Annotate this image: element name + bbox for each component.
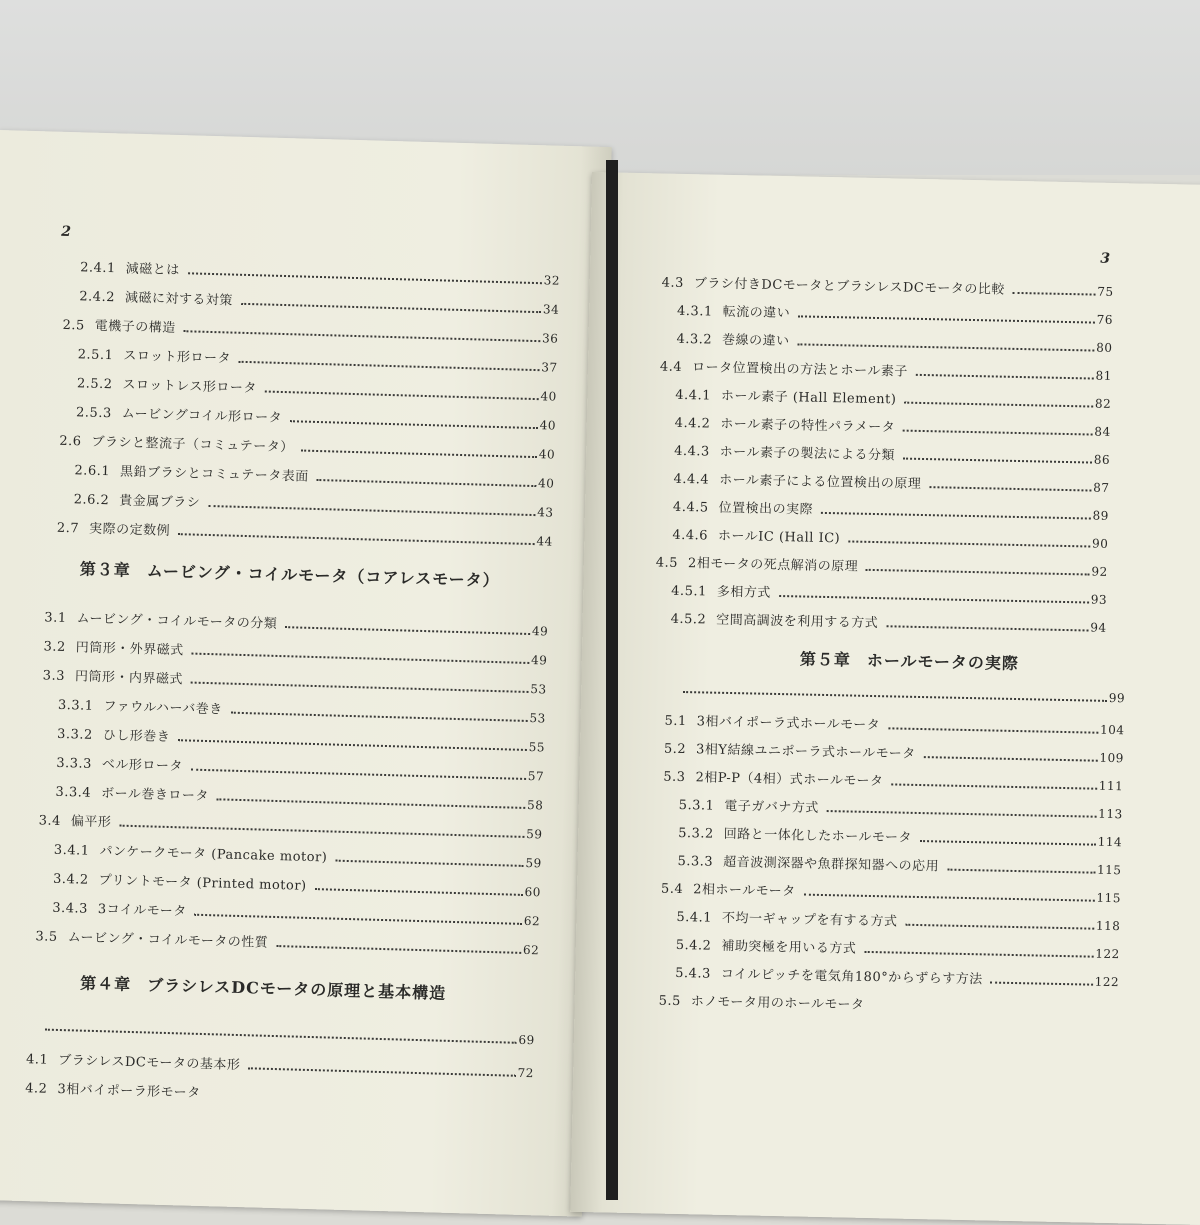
toc-entry: 4.5 2相モータの死点解消の原理 92 — [655, 555, 1108, 579]
toc-entry: 4.4.4 ホール素子による位置検出の原理 87 — [673, 471, 1110, 495]
toc-entry: 4.4 ロータ位置検出の方法とホール素子 81 — [659, 359, 1112, 383]
toc-entry: 99 — [665, 682, 1125, 706]
toc-entry: 3.3.3 ベル形ロータ 57 — [56, 755, 545, 784]
toc-entry: 5.4.1 不均一ギャップを有する方式 118 — [676, 909, 1121, 934]
toc-entry: 4.4.2 ホール素子の特性パラメータ 84 — [674, 415, 1111, 439]
chapter-heading: 第３章 ムービング・コイルモータ（コアレスモータ） — [79, 559, 500, 591]
toc-entry: 3.3 円筒形・内界磁式 53 — [42, 668, 547, 697]
page-number-right: 3 — [1100, 250, 1111, 267]
toc-entry: 4.1 ブラシレスDCモータの基本形 72 — [25, 1052, 535, 1081]
toc-entry: 4.5.2 空間高調波を利用する方式 94 — [670, 611, 1107, 635]
toc-entry: 5.3.3 超音波測深器や魚群探知器への応用 115 — [677, 853, 1122, 878]
toc-entry: 5.3.1 電子ガバナ方式 113 — [678, 797, 1123, 822]
toc-entry: 2.4.1 減磁とは 32 — [79, 260, 561, 288]
toc-entry: 3.3.4 ボール巻きロータ 58 — [55, 784, 544, 813]
toc-entry: 2.5.2 スロットレス形ロータ 40 — [76, 376, 557, 404]
toc-entry: 5.2 3相Y結線ユニポーラ式ホールモータ 109 — [663, 741, 1124, 766]
toc-entry: 5.4.3 コイルピッチを電気角180°からずらす方法 122 — [675, 965, 1120, 990]
toc-entry: 3.4.1 パンケークモータ (Pancake motor) 59 — [53, 842, 542, 871]
toc-entry: 5.4 2相ホールモータ 115 — [660, 881, 1122, 906]
toc-entry: 5.1 3相バイポーラ式ホールモータ 104 — [664, 713, 1125, 738]
toc-entry: 4.3.2 巻線の違い 80 — [676, 331, 1113, 355]
toc-entry: 4.3.1 転流の違い 76 — [676, 303, 1114, 327]
toc-entry: 5.3.2 回路と一体化したホールモータ 114 — [678, 825, 1123, 850]
toc-entry: 3.4.2 プリントモータ (Printed motor) 60 — [52, 871, 542, 900]
book-spine-gutter — [606, 160, 618, 1200]
toc-entry: 69 — [27, 1019, 535, 1047]
toc-entry: 3.4.3 3コイルモータ 62 — [52, 900, 541, 929]
left-page — [0, 130, 612, 1217]
toc-entry: 4.2 3相バイポーラ形モータ — [25, 1081, 201, 1101]
toc-entry: 4.4.5 位置検出の実際 89 — [672, 499, 1110, 523]
toc-entry: 4.4.1 ホール素子 (Hall Element) 82 — [675, 387, 1112, 411]
chapter-heading: 第５章 ホールモータの実際 — [799, 649, 1020, 674]
toc-entry: 5.5 ホノモータ用のホールモータ — [658, 993, 865, 1013]
toc-entry: 3.3.1 ファウルハーバ巻き 53 — [57, 697, 546, 726]
toc-entry: 2.5.1 スロット形ロータ 37 — [77, 347, 558, 375]
toc-entry: 3.2 円筒形・外界磁式 49 — [43, 639, 548, 668]
toc-entry: 3.3.2 ひし形巻き 55 — [56, 726, 546, 755]
toc-entry: 2.4.2 減磁に対する対策 34 — [79, 289, 560, 317]
toc-entry: 2.6.2 貴金属ブラシ 43 — [73, 492, 554, 520]
toc-entry: 3.4 偏平形 59 — [38, 813, 543, 842]
toc-entry: 4.5.1 多相方式 93 — [671, 583, 1108, 607]
toc-entry: 5.4.2 補助突極を用いる方式 122 — [675, 937, 1120, 962]
chapter-heading: 第４章 ブラシレスDCモータの原理と基本構造 — [79, 973, 447, 1003]
toc-entry: 2.5 電機子の構造 36 — [62, 317, 559, 346]
toc-entry: 4.3 ブラシ付きDCモータとブラシレスDCモータの比較 75 — [661, 275, 1114, 299]
toc-entry: 2.5.3 ムービングコイル形ロータ 40 — [75, 405, 557, 433]
toc-entry: 4.4.3 ホール素子の製法による分類 86 — [674, 443, 1111, 467]
toc-entry: 3.5 ムービング・コイルモータの性質 62 — [35, 929, 540, 958]
page-number-left: 2 — [60, 223, 72, 241]
toc-entry: 2.6.1 黒鉛ブラシとコミュテータ表面 40 — [74, 463, 555, 491]
right-page — [570, 172, 1200, 1225]
toc-entry: 3.1 ムービング・コイルモータの分類 49 — [44, 610, 549, 639]
toc-entry: 5.3 2相P-P（4相）式ホールモータ 111 — [663, 769, 1124, 794]
toc-entry: 2.7 実際の定数例 44 — [56, 520, 553, 549]
toc-entry: 2.6 ブラシと整流子（コミュテータ） 40 — [59, 433, 556, 462]
toc-entry: 4.4.6 ホールIC (Hall IC) 90 — [672, 527, 1109, 551]
